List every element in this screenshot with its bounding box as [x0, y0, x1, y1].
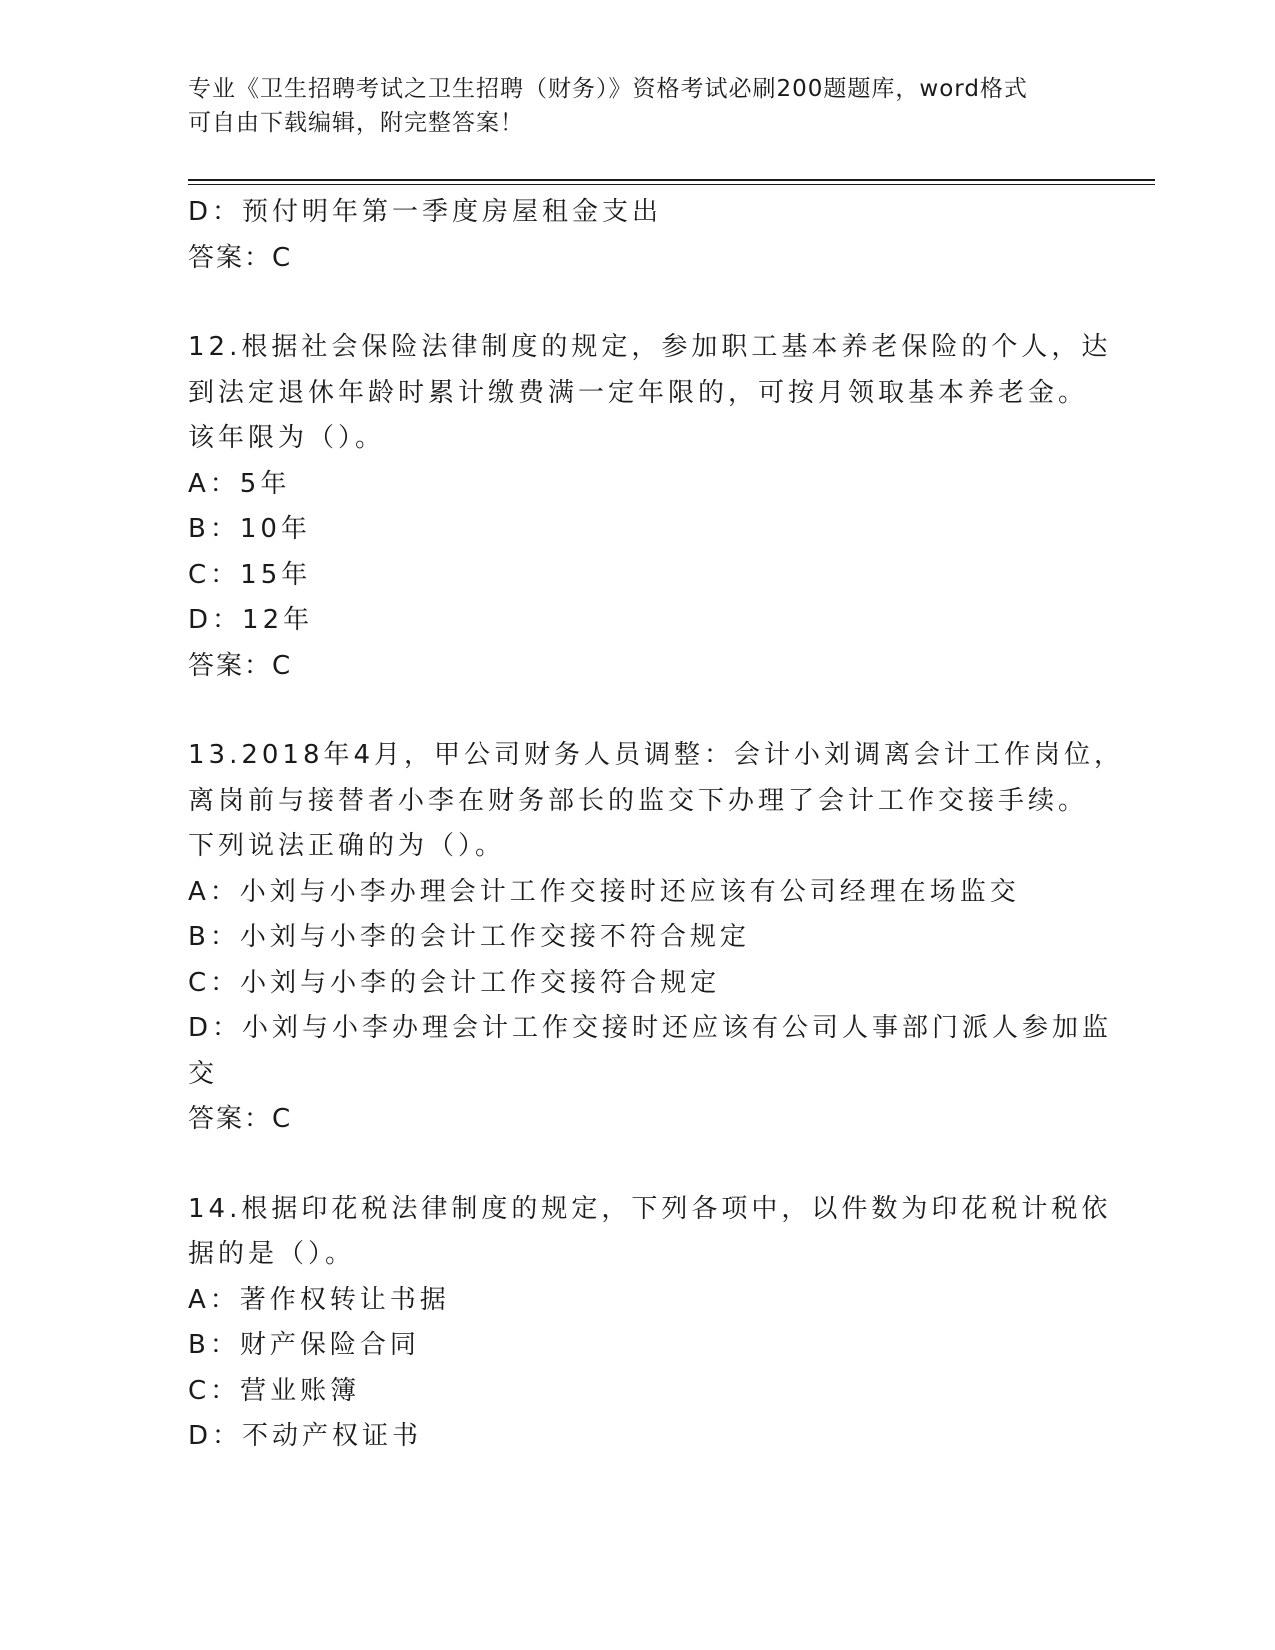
- question-stem-line: 下列说法正确的为（）。: [188, 831, 506, 861]
- prev-question-tail: [188, 190, 1088, 281]
- header-line-1: 专业《卫生招聘考试之卫生招聘（财务）》资格考试必刷200题题库，word格式: [188, 76, 1028, 102]
- option-a: A：小刘与小李办理会计工作交接时还应该有公司经理在场监交: [188, 876, 1020, 907]
- option-d: D：不动产权证书: [188, 1421, 423, 1451]
- question-14: [188, 1187, 1112, 1460]
- answer-line: 答案：C: [188, 650, 293, 681]
- question-stem-line: 12.根据社会保险法律制度的规定，参加职工基本养老保险的个人，达: [188, 332, 1112, 362]
- option-b: B：小刘与小李的会计工作交接不符合规定: [188, 922, 750, 952]
- question-stem-line: 该年限为（）。: [188, 423, 386, 453]
- question-stem-line: 14.根据印花税法律制度的规定，下列各项中，以件数为印花税计税依: [188, 1193, 1112, 1224]
- question-13: [188, 733, 1125, 1143]
- option-b: B：财产保险合同: [188, 1330, 420, 1360]
- document-body: [188, 190, 1125, 1460]
- question-stem-line: 到法定退休年龄时累计缴费满一定年限的，可按月领取基本养老金。: [188, 377, 1089, 408]
- spacer: [188, 689, 1088, 733]
- option-d: D：12年: [188, 605, 314, 635]
- option-d: D：预付明年第一季度房屋租金支出: [188, 197, 663, 227]
- spacer: [188, 281, 1088, 325]
- answer-line: 答案：C: [188, 1104, 293, 1134]
- option-c: C：15年: [188, 559, 312, 590]
- question-stem-line: 据的是（）。: [188, 1239, 356, 1269]
- option-d: D：小刘与小李办理会计工作交接时还应该有公司人事部门派人参加监: [188, 1013, 1113, 1043]
- option-a: A：5年: [188, 468, 291, 499]
- option-b: B：10年: [188, 514, 311, 544]
- header-rule-thin: [188, 184, 1155, 185]
- header-rule: [188, 179, 1155, 181]
- option-c: C：小刘与小李的会计工作交接符合规定: [188, 967, 721, 998]
- option-d-continued: 交: [188, 1058, 219, 1089]
- question-12: [188, 325, 1112, 689]
- question-stem-line: 离岗前与接替者小李在财务部长的监交下办理了会计工作交接手续。: [188, 785, 1089, 816]
- question-stem-line: 13.2018年4月，甲公司财务人员调整：会计小刘调离会计工作岗位，: [188, 740, 1125, 770]
- option-a: A：著作权转让书据: [188, 1284, 450, 1315]
- document-header: [188, 72, 1088, 140]
- option-c: C：营业账簿: [188, 1375, 361, 1406]
- header-line-2: 可自由下载编辑，附完整答案！: [188, 110, 524, 136]
- answer-line: 答案：C: [188, 242, 293, 273]
- spacer: [188, 1143, 1088, 1187]
